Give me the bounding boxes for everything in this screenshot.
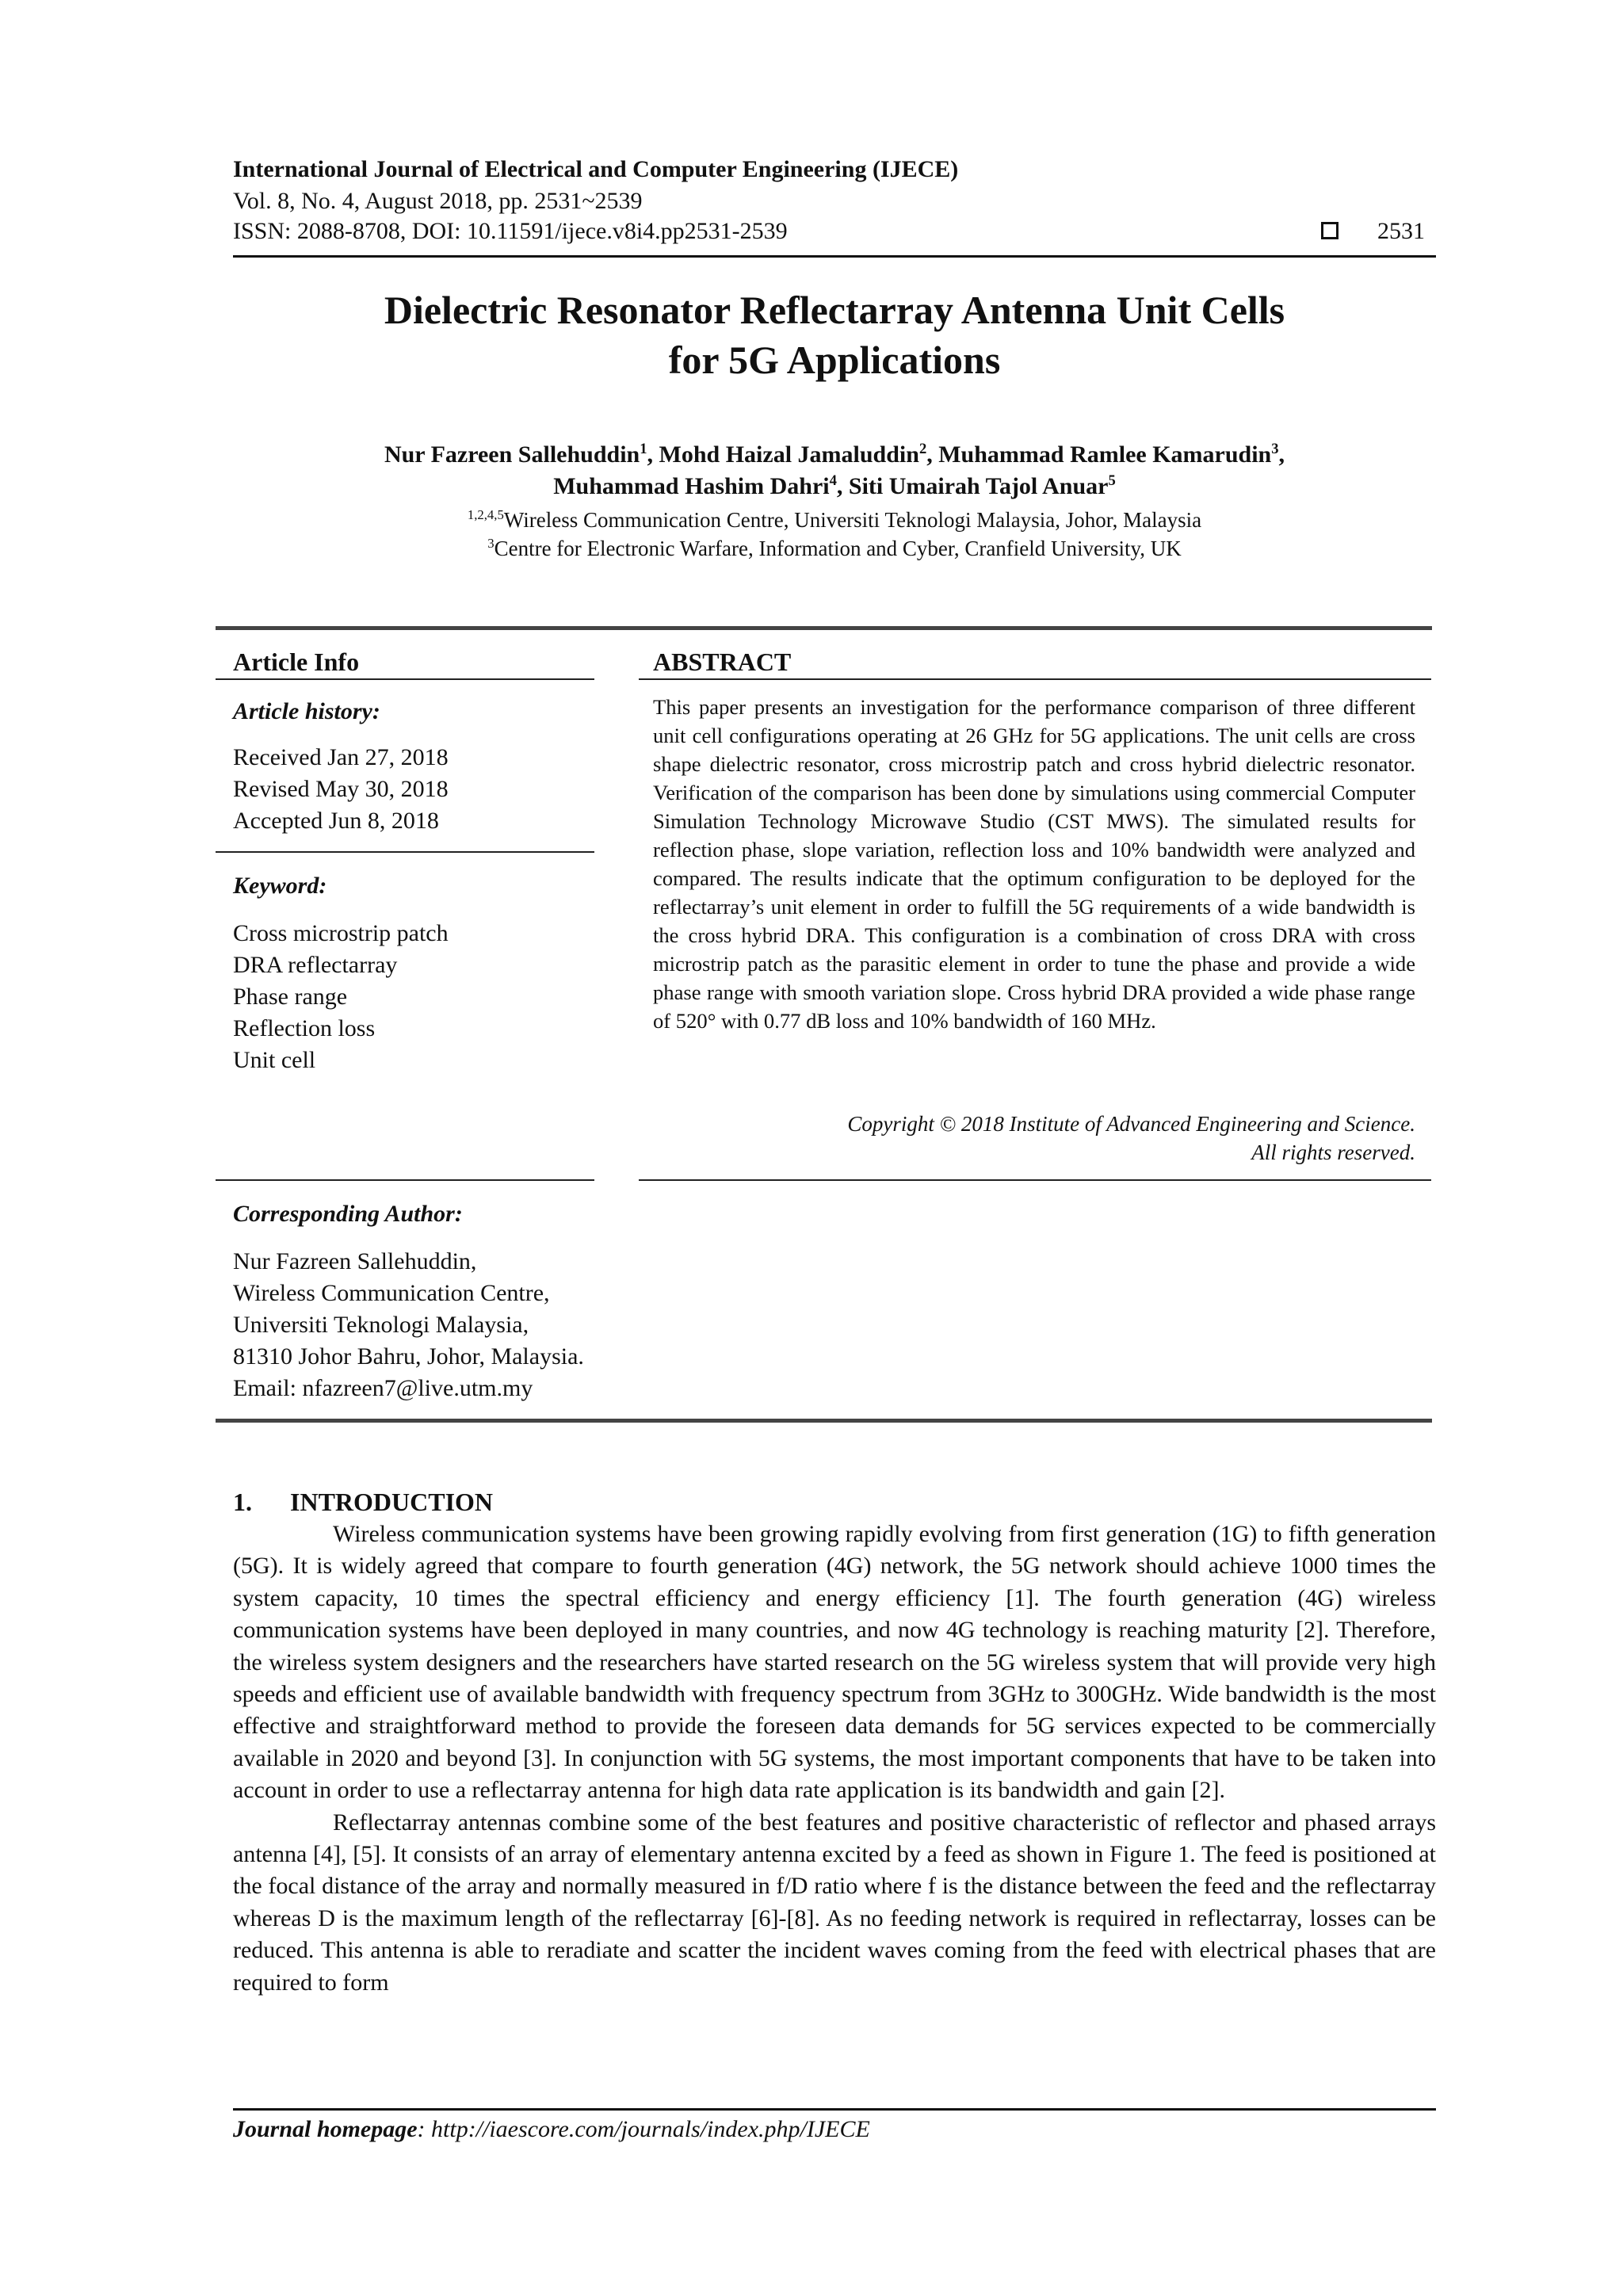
author-sup: 2 (918, 441, 927, 457)
corresponding-line: 81310 Johor Bahru, Johor, Malaysia. (233, 1343, 584, 1370)
abstract-text: This paper presents an investigation for the performance comparison of three different unit cell configurations operating at 26 GHz for 5G applications. The unit cells are cross shape dielectric resonator, cross microstrip patch and cross hybrid dielectric resonator. Verification of the comparison has been done by simulations using commercial Computer Simulation Technology Microwave Studio (CST MWS). The simulated results for reflection phase, slope variation, reflection loss and 10% bandwidth were analyzed and compared. The results indicate that the optimum configuration to be deployed for the reflectarray’s unit element in order to fulfill the 5G requirements of a wide bandwidth is the cross hybrid DRA. This configuration is a combination of cross DRA with cross microstrip patch as the parasitic element in order to tune the phase and provide a wide phase range with smooth variation slope. Cross hybrid DRA provided a wide phase range of 520° with 0.77 dB loss and 10% bandwidth of 160 MHz. (653, 695, 1415, 1033)
journal-homepage (233, 2115, 870, 2145)
page-number: 2531 (1377, 218, 1425, 244)
corresponding-line: Email: nfazreen7@live.utm.my (233, 1375, 533, 1401)
author-name: Nur Fazreen Sallehuddin (384, 441, 640, 468)
keyword-list (233, 918, 449, 1076)
footer-rule (233, 2108, 1436, 2111)
issn-line: ISSN: 2088-8708, DOI: 10.11591/ijece.v8i4.pp2531-2539 (233, 218, 788, 244)
article-info-heading: Article Info (233, 648, 360, 676)
keyword-heading: Keyword: (233, 873, 327, 899)
author-sup: 5 (1108, 472, 1116, 489)
abstract-heading: ABSTRACT (653, 648, 792, 676)
keyword-rule (216, 1179, 594, 1181)
journal-name: International Journal of Electrical and Computer Engineering (IJECE) (233, 156, 959, 182)
corresponding-line: Universiti Teknologi Malaysia, (233, 1312, 529, 1338)
keyword-item: Cross microstrip patch (233, 920, 449, 946)
author-line-2: Muhammad Hashim Dahri$^4$, Siti Umairah Tajol Anuar$^5$ (553, 472, 1116, 499)
corresponding-author-block (233, 1246, 584, 1404)
copyright-line-2: All rights reserved. (1251, 1140, 1415, 1164)
keyword-item: DRA reflectarray (233, 952, 398, 978)
author-sup: 1 (640, 441, 647, 457)
affiliation-2 (233, 534, 1436, 563)
copyright-line-1: Copyright © 2018 Institute of Advanced Engineering and Science. (847, 1112, 1415, 1136)
history-item: Received Jan 27, 2018 (233, 744, 449, 770)
keyword-item: Phase range (233, 984, 348, 1010)
author-name: Muhammad Ramlee Kamarudin (938, 441, 1272, 468)
abstract-rule (639, 678, 1431, 680)
corresponding-line: Wireless Communication Centre, (233, 1280, 550, 1306)
corresponding-line: Nur Fazreen Sallehuddin, (233, 1248, 477, 1274)
author-name: Muhammad Hashim Dahri (553, 473, 830, 499)
article-info-rule (216, 678, 594, 680)
checkbox-square-icon (1321, 222, 1338, 239)
paper-title (233, 285, 1436, 385)
corresponding-author-heading: Corresponding Author: (233, 1201, 463, 1227)
intro-paragraph-2: Reflectarray antennas combine some of the best features and positive characteristic of reflector and phased arrays antenna [4], [5]. It consists of an array of elementary antenna excited by a feed as shown in Figure 1. The feed is positioned at the focal distance of the array and normally measured in f/D ratio where f is the distance between the feed and the reflectarray whereas D is the maximum length of the reflectarray [6]-[8]. As no feeding network is required in reflectarray, losses can be reduced. This antenna is able to reradiate and scatter the incident waves coming from the feed with electrical phases that are required to form (233, 1809, 1436, 1996)
affiliation-text: Centre for Electronic Warfare, Information and Cyber, Cranfield University, UK (494, 537, 1182, 560)
volume-line: Vol. 8, No. 4, August 2018, pp. 2531~2539 (233, 188, 643, 214)
introduction-heading: 1. INTRODUCTION (233, 1488, 494, 1516)
intro-paragraph-1: Wireless communication systems have been growing rapidly evolving from first generation (1G) to fifth generation (5G). It is widely agreed that compare to fourth generation (4G) network, the 5G network should achieve 1000 times the system capacity, 10 times the spectral efficiency and energy efficiency [1]. The fourth generation (4G) wireless communication systems have been deployed in many countries, and now 4G technology is reaching maturity [2]. Therefore, the wireless system designers and the researchers have started research on the 5G wireless system that will provide very high speeds and efficient use of available bandwidth with frequency spectrum from 3GHz to 300GHz. Wide bandwidth is the most effective and straightforward method to provide the foreseen data demands for 5G services expected to be commercially available in 2020 and beyond [3]. In conjunction with 5G systems, the most important components that have to be taken into account in order to use a reflectarray antenna for high data rate application is its bandwidth and gain [2]. (233, 1521, 1436, 1804)
author-name: Siti Umairah Tajol Anuar (848, 473, 1109, 499)
keyword-item: Reflection loss (233, 1015, 376, 1041)
affiliation-text: Wireless Communication Centre, Universiti Teknologi Malaysia, Johor, Malaysia (503, 508, 1202, 532)
author-list (233, 439, 1436, 502)
info-box-top-rule (216, 626, 1432, 630)
author-sup: 3 (1271, 441, 1279, 457)
affiliation-sup: 3 (487, 536, 495, 551)
article-history-heading: Article history: (233, 698, 380, 724)
abstract-bottom-rule (639, 1179, 1431, 1181)
author-sup: 4 (829, 472, 837, 489)
history-list (233, 742, 449, 837)
affiliation-1 (233, 506, 1436, 534)
title-line-2: for 5G Applications (668, 338, 1001, 382)
introduction-body (233, 1519, 1436, 1999)
author-name: Mohd Haizal Jamaluddin (659, 441, 919, 468)
author-line-1: Nur Fazreen Sallehuddin$^1$, Mohd Haizal Jamaluddin$^2$, Muhammad Ramlee Kamarudin$^3$, (384, 441, 1285, 468)
history-item: Revised May 30, 2018 (233, 776, 449, 802)
header-rule (233, 255, 1436, 258)
history-item: Accepted Jun 8, 2018 (233, 808, 439, 834)
info-box-bottom-rule (216, 1419, 1432, 1423)
history-rule (216, 851, 594, 853)
homepage-label: Journal homepage (233, 2116, 418, 2142)
keyword-item: Unit cell (233, 1047, 316, 1073)
title-line-1: Dielectric Resonator Reflectarray Antenna Unit Cells (384, 288, 1285, 332)
affiliation-sup: 1,2,4,5 (467, 507, 504, 522)
homepage-url[interactable]: : http://iaescore.com/journals/index.php/IJECE (417, 2116, 870, 2142)
